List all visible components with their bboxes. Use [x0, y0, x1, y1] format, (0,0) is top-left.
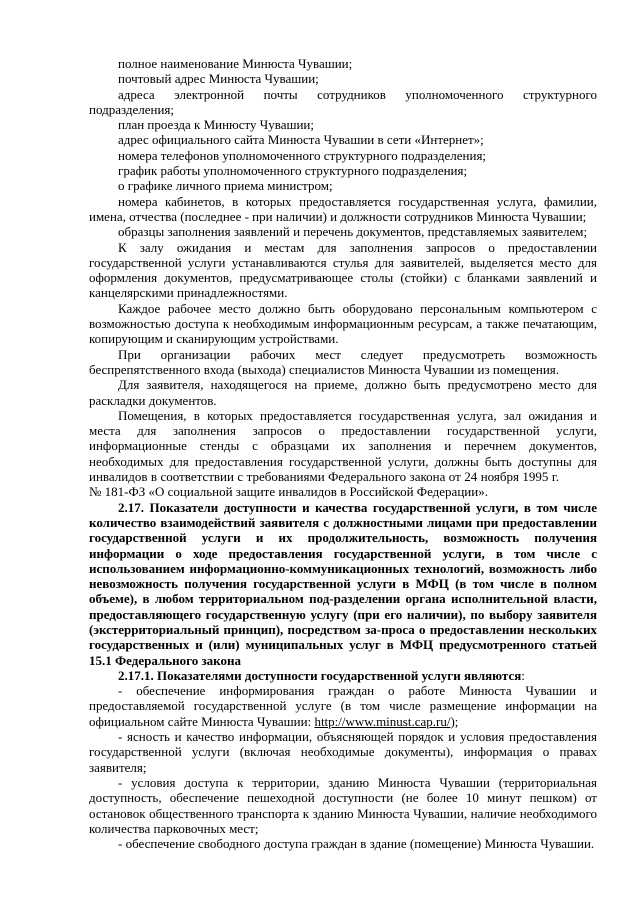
ministry-website-link[interactable]: http://www.minust.cap.ru/ — [314, 713, 451, 729]
list-item-phones: номера телефонов уполномоченного структурного подразделения; — [118, 147, 487, 163]
list-item-clarity: - ясность и качество информации, объясняющей порядок и условия предоставления государственной услуги (включая необходимые документы), информация о правах заявителя; — [89, 729, 597, 775]
list-item-website: адрес официального сайта Минюста Чувашии в сети «Интернет»; — [118, 132, 484, 148]
list-item-email-addresses: адреса электронной почты сотрудников уполномоченного структурного подразделения; — [89, 86, 597, 117]
section-2-17-1-colon: : — [521, 667, 525, 683]
paragraph-organization: При организации рабочих мест следует предусмотреть возможность беспрепятственного входа (выхода) специалистов Минюста Чувашии из помещения. — [89, 346, 597, 377]
list-item-postal-address: почтовый адрес Минюста Чувашии; — [118, 71, 319, 87]
list-item-samples: образцы заполнения заявлений и перечень документов, представляемых заявителем; — [118, 224, 588, 240]
list-item-reception-schedule: о графике личного приема министром; — [118, 178, 333, 194]
section-heading-2-17: 2.17. Показатели доступности и качества государственной услуги, в том числе количество взаимодействий заявителя с должностными лицами при предоставлении государственной услуги и их продолжительность, возможность получения информации о ходе предоставления государственной услуги, в том числе с использованием информационно-коммуникационных технологий, возможность либо невозможность получения государственной услуги в МФЦ (в том числе в полном объеме), в любом территориальном под-разделении органа исполнительной власти, предоставляющего государственную услугу (при его наличии), по выбору заявителя (экстерриториальный принцип), посредством за-проса о предоставлении нескольких государственных и (или) муниципальных услуг в МФЦ предусмотренного статьей 15.1 Федерального закона — [89, 499, 597, 668]
section-2-17-1-title: 2.17.1. Показателями доступности государственной услуги являются — [118, 667, 522, 683]
paragraph-workplace: Каждое рабочее место должно быть оборудовано персональным компьютером с возможностью доступа к необходимым информационным ресурсам, а также печатающим, копирующим и сканирующим устройствами. — [89, 300, 597, 347]
list-item-directions: план проезда к Минюсту Чувашии; — [118, 117, 315, 133]
list-item-offices: номера кабинетов, в которых предоставляется государственная услуга, фамилии, имена, отчества (последнее - при наличии) и должности сотрудников Минюста Чувашии; — [89, 193, 597, 224]
section-heading-2-17-1 — [89, 668, 597, 683]
paragraph-waiting-hall: К залу ожидания и местам для заполнения запросов о предоставлении государственной услуги устанавливаются стулья для заявителей, выделяется место для оформления документов, предусматривающее столы (стойки) с бланками заявлений и канцелярскими принадлежностями. — [89, 239, 597, 301]
document-body — [89, 56, 597, 851]
paragraph-premises-accessibility — [89, 408, 597, 500]
list-item-full-name: полное наименование Минюста Чувашии; — [118, 56, 353, 71]
list-item-free-access: - обеспечение свободного доступа граждан в здание (помещение) Минюста Чувашии. — [118, 836, 595, 852]
premises-law-reference: № 181-ФЗ «О социальной защите инвалидов в Российской Федерации». — [89, 484, 488, 500]
list-item-territory-access: - условия доступа к территории, зданию Минюста Чувашии (территориальная доступность, обеспечение пешеходной доступности (не более 10 минут пешком) от остановок общественного транспорта к зданию Минюста Чувашии, наличие необходимого количества парковочных мест; — [89, 774, 597, 836]
informing-tail: ); — [450, 713, 459, 729]
paragraph-applicant-space: Для заявителя, находящегося на приеме, должно быть предусмотрено место для раскладки документов. — [89, 377, 597, 408]
list-item-work-schedule: график работы уполномоченного структурного подразделения; — [118, 163, 468, 179]
list-item-informing — [89, 683, 597, 729]
informing-text: - обеспечение информирования граждан о работе Минюста Чувашии и предоставляемой государственной услуге (в том числе размещение информации на официальном сайте Минюста Чувашии: — [89, 683, 597, 729]
premises-text: Помещения, в которых предоставляется государственная услуга, зал ожидания и места для заполнения запросов о предоставлении государственной услуги, информационные стенды с образцами их заполнения и перечнем документов, необходимых для предоставления государственной услуги, должны быть доступны для инвалидов в соответствии с требованиями Федерального закона от 24 ноября 1995 г. — [89, 407, 597, 485]
